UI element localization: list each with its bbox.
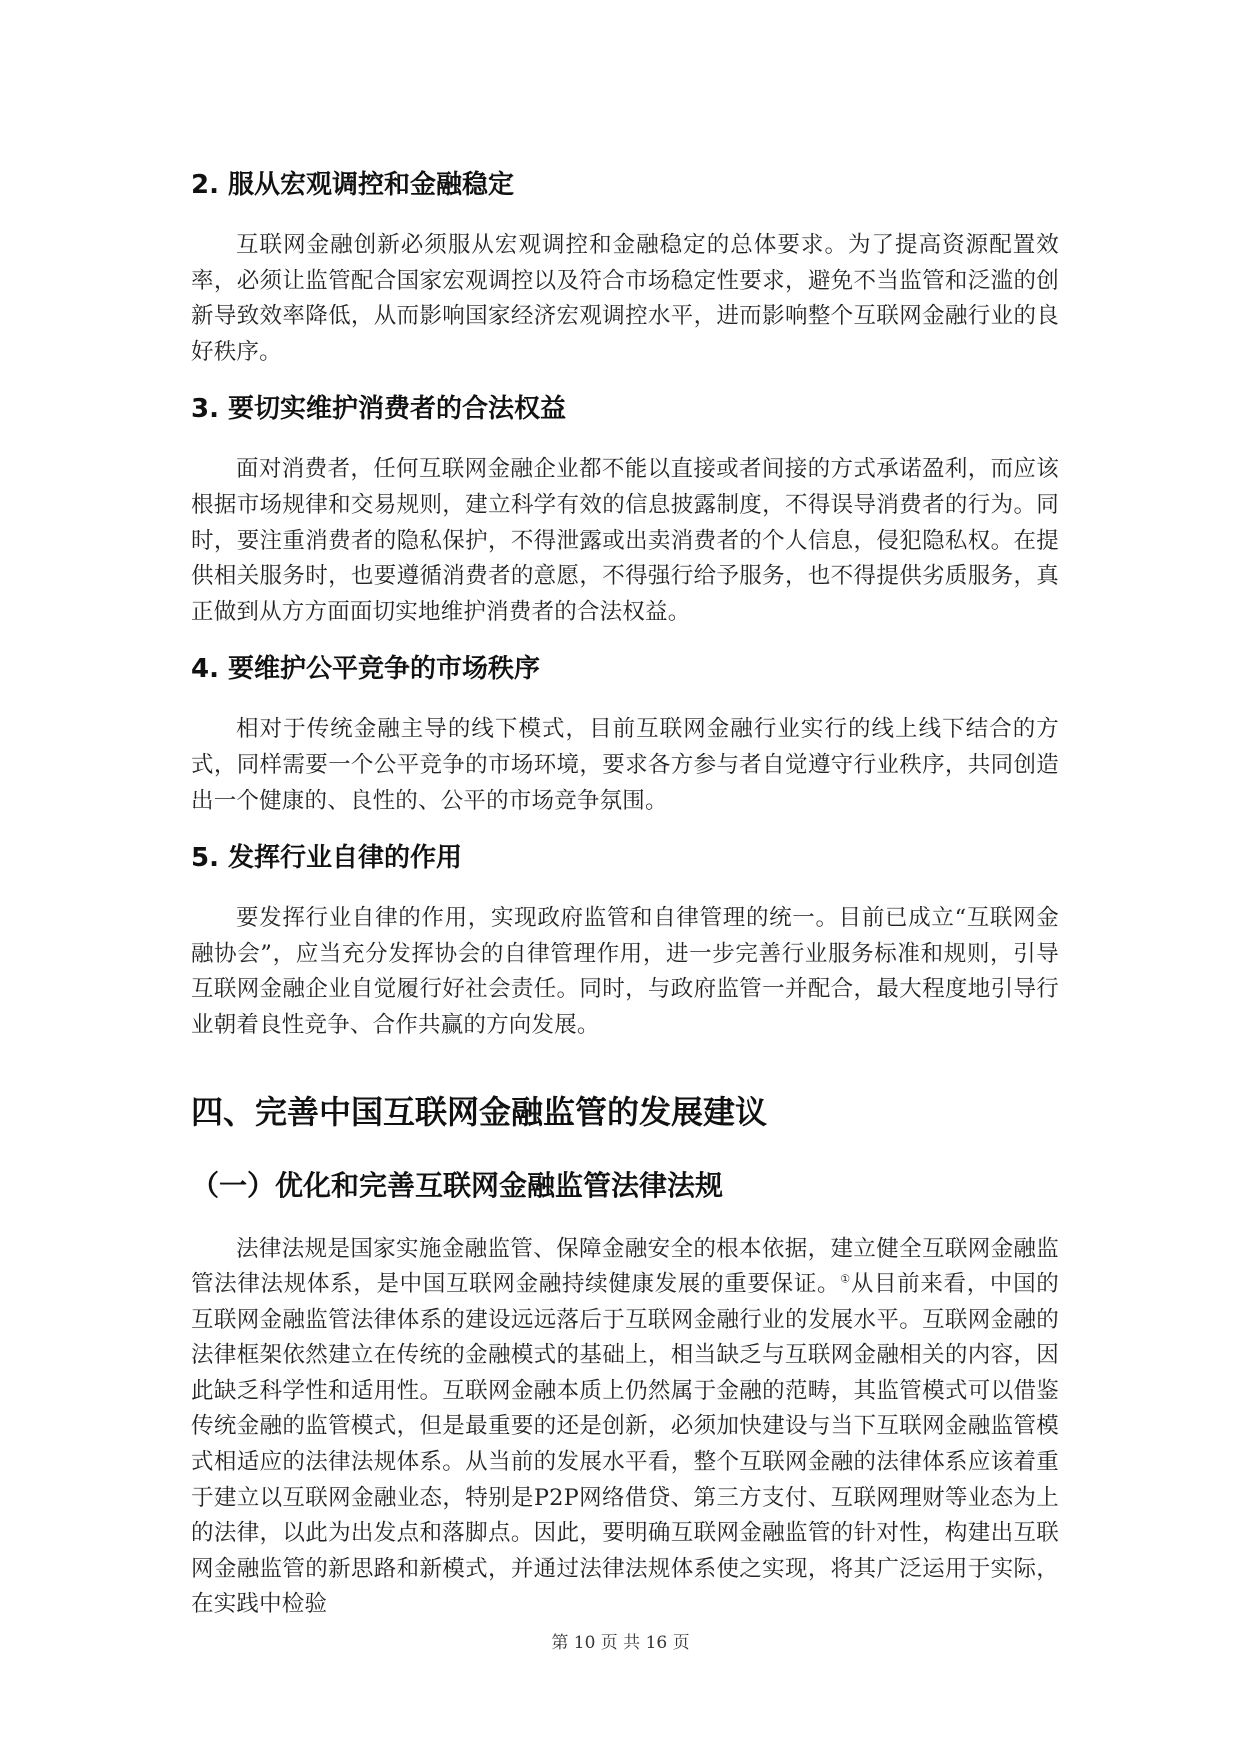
- section-heading-2: 2. 服从宏观调控和金融稳定: [191, 170, 515, 200]
- chapter-paragraph: [191, 1232, 1059, 1624]
- section-heading-5: 5. 发挥行业自律的作用: [191, 843, 463, 874]
- chapter-paragraph-part2: 从目前来看，中国的互联网金融监管法律体系的建设远远落后于互联网金融行业的发展水平。互联网金融的法律框架依然建立在传统的金融模式的基础上，相当缺乏与互联网金融相关的内容，因此缺乏科学性和适用性。互联网金融本质上仍然属于金融的范畴，其监管模式可以借鉴传统金融的监管模式，但是最重要的还是创新，必须加快建设与当下互联网金融监管模式相适应的法律法规体系。从当前的发展水平看，整个互联网金融的法律体系应该着重于建立以互联网金融业态，特别是P2P网络借贷、第三方支付、互联网理财等业态为上的法律，以此为出发点和落脚点。因此，要明确互联网金融监管的针对性，构建出互联网金融监管的新思路和新模式，并通过法律法规体系使之实现，将其广泛运用于实际，在实践中检验: [191, 1271, 1060, 1618]
- footnote-marker[interactable]: ①: [840, 1272, 851, 1286]
- chapter-subtitle: （一）优化和完善互联网金融监管法律法规: [191, 1168, 724, 1202]
- chapter-paragraph-part1: 法律法规是国家实施金融监管、保障金融安全的根本依据，建立健全互联网金融监管法律法规体系，是中国互联网金融持续健康发展的重要保证。: [191, 1235, 1059, 1298]
- document-page: [191, 150, 1059, 1645]
- section-paragraph-4: 相对于传统金融主导的线下模式，目前互联网金融行业实行的线上线下结合的方式，同样需要一个公平竞争的市场环境，要求各方参与者自觉遵守行业秩序，共同创造出一个健康的、良性的、公平的市场竞争氛围。: [191, 716, 1059, 814]
- section-paragraph-3: 面对消费者，任何互联网金融企业都不能以直接或者间接的方式承诺盈利，而应该根据市场规律和交易规则，建立科学有效的信息披露制度，不得误导消费者的行为。同时，要注重消费者的隐私保护，不得泄露或出卖消费者的个人信息，侵犯隐私权。在提供相关服务时，也要遵循消费者的意愿，不得强行给予服务，也不得提供劣质服务，真正做到从方方面面切实地维护消费者的合法权益。: [191, 456, 1059, 625]
- section-heading-3: 3. 要切实维护消费者的合法权益: [191, 394, 567, 425]
- page-footer: 第 10 页 共 16 页: [551, 1633, 690, 1653]
- section-paragraph-2: 互联网金融创新必须服从宏观调控和金融稳定的总体要求。为了提高资源配置效率，必须让监管配合国家宏观调控以及符合市场稳定性要求，避免不当监管和泛滥的创新导致效率降低，从而影响国家经济宏观调控水平，进而影响整个互联网金融行业的良好秩序。: [191, 232, 1059, 365]
- chapter-title: 四、完善中国互联网金融监管的发展建议: [191, 1092, 768, 1131]
- section-paragraph-5: 要发挥行业自律的作用，实现政府监管和自律管理的统一。目前已成立“互联网金融协会”，应当充分发挥协会的自律管理作用，进一步完善行业服务标准和规则，引导互联网金融企业自觉履行好社会责任。同时，与政府监管一并配合，最大程度地引导行业朝着良性竞争、合作共赢的方向发展。: [191, 905, 1059, 1038]
- section-heading-4: 4. 要维护公平竞争的市场秩序: [191, 654, 541, 685]
